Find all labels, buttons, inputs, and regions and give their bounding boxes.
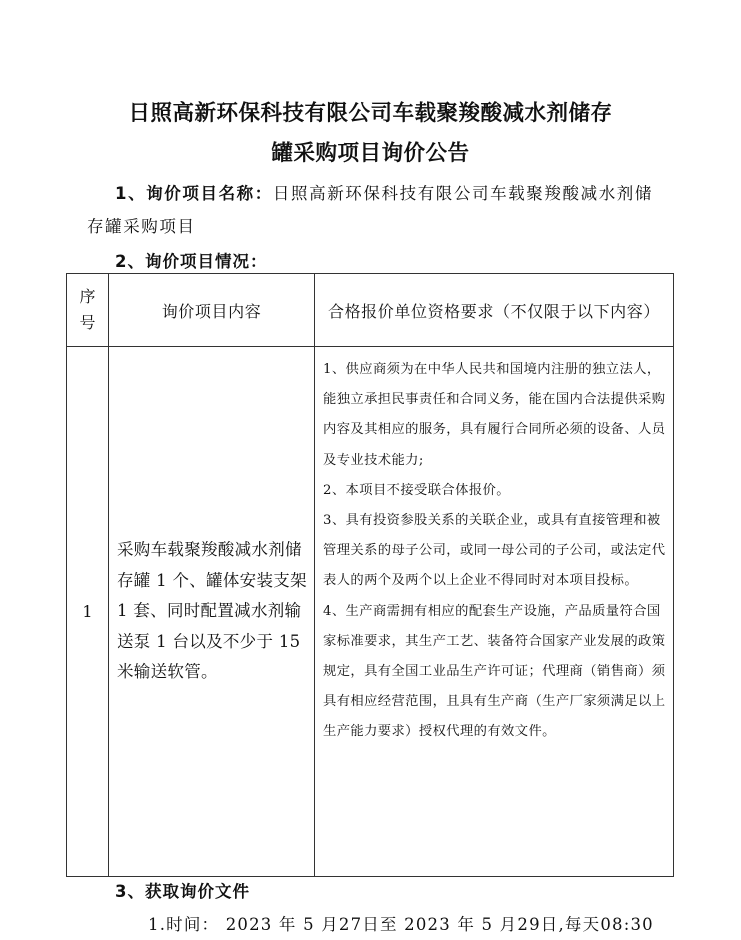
table-row	[67, 347, 674, 877]
requirement-4: 4、生产商需拥有相应的配套生产设施，产品质量符合国家标准要求，其生产工艺、装备符合国家产业发展的政策规定，具有全国工业品生产许可证；代理商（销售商）须具有相应经营范围，且具有生产商（生产厂家须满足以上生产能力要求）授权代理的有效文件。	[323, 603, 666, 740]
row-serial-number: 1	[67, 347, 109, 877]
header-requirements: 合格报价单位资格要求（不仅限于以下内容）	[315, 274, 674, 347]
requirement-3: 3、具有投资参股关系的关联企业，或具有直接管理和被管理关系的母子公司，或同一母公司的子公司，或法定代表人的两个及两个以上企业不得同时对本项目投标。	[323, 513, 666, 589]
table-header-row	[67, 274, 674, 347]
section-1-value-line-2: 存罐采购项目	[87, 217, 196, 236]
requirement-2: 2、本项目不接受联合体报价。	[323, 482, 510, 498]
requirement-1: 1、供应商须为在中华人民共和国境内注册的独立法人，能独立承担民事责任和合同义务，能在国内合法提供采购内容及其相应的服务，具有履行合同所必须的设备、人员及专业技术能力;	[323, 362, 666, 468]
section-2-label: 2、询价项目情况：	[115, 252, 268, 271]
document-title-line-1: 日照高新环保科技有限公司车载聚羧酸减水剂储存	[128, 101, 613, 126]
header-item-content: 询价项目内容	[109, 274, 315, 347]
header-serial-line-1: 序	[79, 287, 96, 306]
section-3-label: 3、获取询价文件	[115, 882, 250, 901]
section-1-label: 1、询价项目名称：	[115, 184, 273, 203]
header-serial-number	[67, 274, 109, 347]
section-2-heading	[115, 248, 267, 272]
section-3-heading	[115, 878, 250, 902]
section-1-project-name	[115, 180, 653, 204]
row-item-content: 采购车载聚羧酸减水剂储存罐 1 个、罐体安装支架 1 套、同时配置减水剂输送泵 1 台以及不少于 15 米输送软管。	[109, 347, 315, 877]
inquiry-items-table	[66, 273, 674, 877]
section-3-item-1: 1.时间： 2023 年 5 月27日至 2023 年 5 月29日,每天08:30	[148, 915, 654, 934]
header-serial-line-2: 号	[79, 313, 96, 332]
row-requirements	[315, 347, 674, 877]
document-title-line-2: 罐采购项目询价公告	[271, 141, 470, 166]
section-1-value-line-1: 日照高新环保科技有限公司车载聚羧酸减水剂储	[272, 184, 653, 203]
